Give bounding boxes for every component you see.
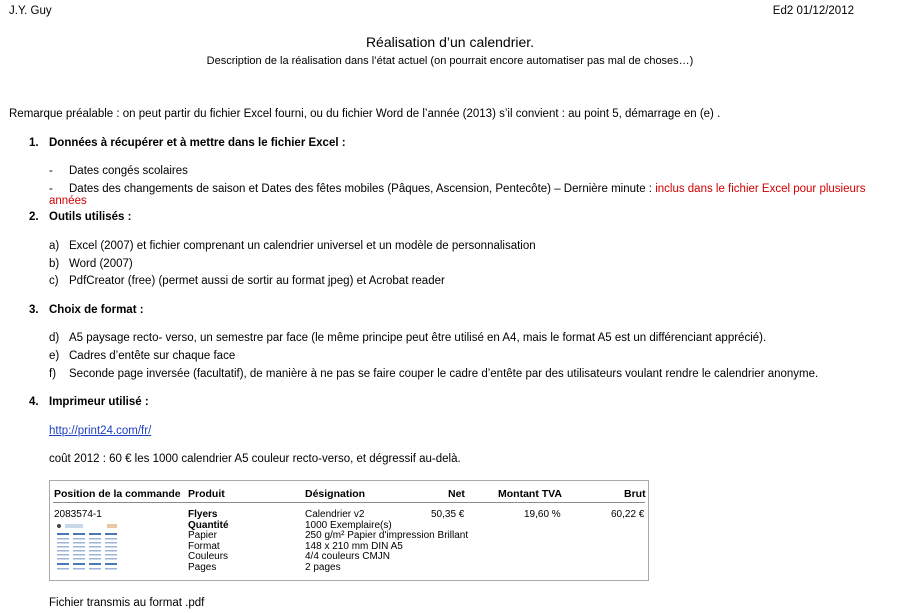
designation-line: 250 g/m² Papier d'impression Brillant xyxy=(305,530,469,541)
document-title: Réalisation d’un calendrier. xyxy=(365,34,535,50)
footer-note: Fichier transmis au format .pdf xyxy=(49,597,205,609)
list-item xyxy=(49,240,536,252)
list-marker: a) xyxy=(49,240,60,252)
col-header-position: Position de la commande xyxy=(54,488,181,500)
printer-link[interactable]: http://print24.com/fr/ xyxy=(49,425,152,437)
col-header-net: Net xyxy=(448,488,465,500)
list-marker: d) xyxy=(49,332,60,344)
list-text: Dates congés scolaires xyxy=(69,165,188,177)
list-item xyxy=(49,332,766,344)
designation-line: 1000 Exemplaire(s) xyxy=(305,519,392,531)
list-marker: - xyxy=(49,165,53,177)
author: J.Y. Guy xyxy=(9,5,52,17)
product-line: Flyers xyxy=(188,509,218,520)
last-minute-note: inclus dans le fichier Excel pour plusieurs années xyxy=(49,183,866,207)
calendar-thumbnail-icon xyxy=(55,523,127,573)
section-title: Choix de format : xyxy=(49,304,144,316)
section-4-heading xyxy=(29,396,149,408)
list-item xyxy=(49,368,818,380)
col-header-gross: Brut xyxy=(624,488,646,500)
designation-line: Calendrier v2 xyxy=(305,509,365,520)
section-number: 1. xyxy=(29,137,39,149)
printing-cost: coût 2012 : 60 € les 1000 calendrier A5 couleur recto-verso, et dégressif au-delà. xyxy=(49,453,461,465)
col-header-designation: Désignation xyxy=(305,488,366,500)
section-number: 4. xyxy=(29,396,39,408)
edition-date: Ed2 01/12/2012 xyxy=(772,5,854,17)
section-title: Données à récupérer et à mettre dans le fichier Excel : xyxy=(49,137,346,149)
list-text: Seconde page inversée (facultatif), de manière à ne pas se faire couper le cadre d’entête par des utilisateurs voulant rendre le calendrier anonyme. xyxy=(69,368,819,380)
header-divider xyxy=(53,502,645,503)
order-id: 2083574-1 xyxy=(54,509,102,520)
list-marker: e) xyxy=(49,350,60,362)
list-text: Word (2007) xyxy=(69,258,133,270)
product-line: Quantité xyxy=(188,519,229,531)
section-title: Outils utilisés : xyxy=(49,211,132,223)
designation-line: 4/4 couleurs CMJN xyxy=(305,551,391,562)
gross-amount: 60,22 € xyxy=(611,509,645,520)
list-item xyxy=(49,183,900,207)
list-marker: c) xyxy=(49,275,59,287)
list-marker: b) xyxy=(49,258,60,270)
list-item xyxy=(49,165,188,177)
section-1-heading xyxy=(29,137,346,149)
list-item xyxy=(49,350,235,362)
product-line: Format xyxy=(188,540,220,552)
section-number: 3. xyxy=(29,304,39,316)
preliminary-remark: Remarque préalable : on peut partir du fichier Excel fourni, ou du fichier Word de l’année (2013) s’il convient : au point 5, démarrage en (e) . xyxy=(9,108,721,120)
list-item xyxy=(49,275,445,287)
product-lines xyxy=(188,510,229,573)
product-line: Papier xyxy=(188,530,217,541)
section-2-heading xyxy=(29,211,131,223)
order-table xyxy=(49,480,649,581)
designation-line: 148 x 210 mm DIN A5 xyxy=(305,540,403,552)
col-header-product: Produit xyxy=(188,488,225,500)
list-marker: - xyxy=(49,183,53,195)
list-marker: f) xyxy=(49,368,57,380)
list-text: Dates des changements de saison et Dates des fêtes mobiles (Pâques, Ascension, Pentecôte) – Dernière minute : xyxy=(69,183,656,195)
list-text: Cadres d’entête sur chaque face xyxy=(69,350,236,362)
list-item xyxy=(49,258,133,270)
section-number: 2. xyxy=(29,211,39,223)
list-text: A5 paysage recto- verso, un semestre par face (le même principe peut être utilisé en A4, mais le format A5 est un différenciant apprécié). xyxy=(69,332,767,344)
document-subtitle: Description de la réalisation dans l’état actuel (on pourrait encore automatiser pas mal de choses…) xyxy=(206,55,694,67)
section-3-heading xyxy=(29,304,144,316)
vat-rate: 19,60 % xyxy=(524,509,561,520)
designation-line: 2 pages xyxy=(305,561,341,573)
product-line: Pages xyxy=(188,561,217,573)
net-amount: 50,35 € xyxy=(431,509,465,520)
col-header-vat: Montant TVA xyxy=(498,488,562,500)
list-text: Excel (2007) et fichier comprenant un calendrier universel et un modèle de personnalisation xyxy=(69,240,536,252)
section-title: Imprimeur utilisé : xyxy=(49,396,149,408)
list-text: PdfCreator (free) (permet aussi de sortir au format jpeg) et Acrobat reader xyxy=(69,275,445,287)
product-line: Couleurs xyxy=(188,551,229,562)
